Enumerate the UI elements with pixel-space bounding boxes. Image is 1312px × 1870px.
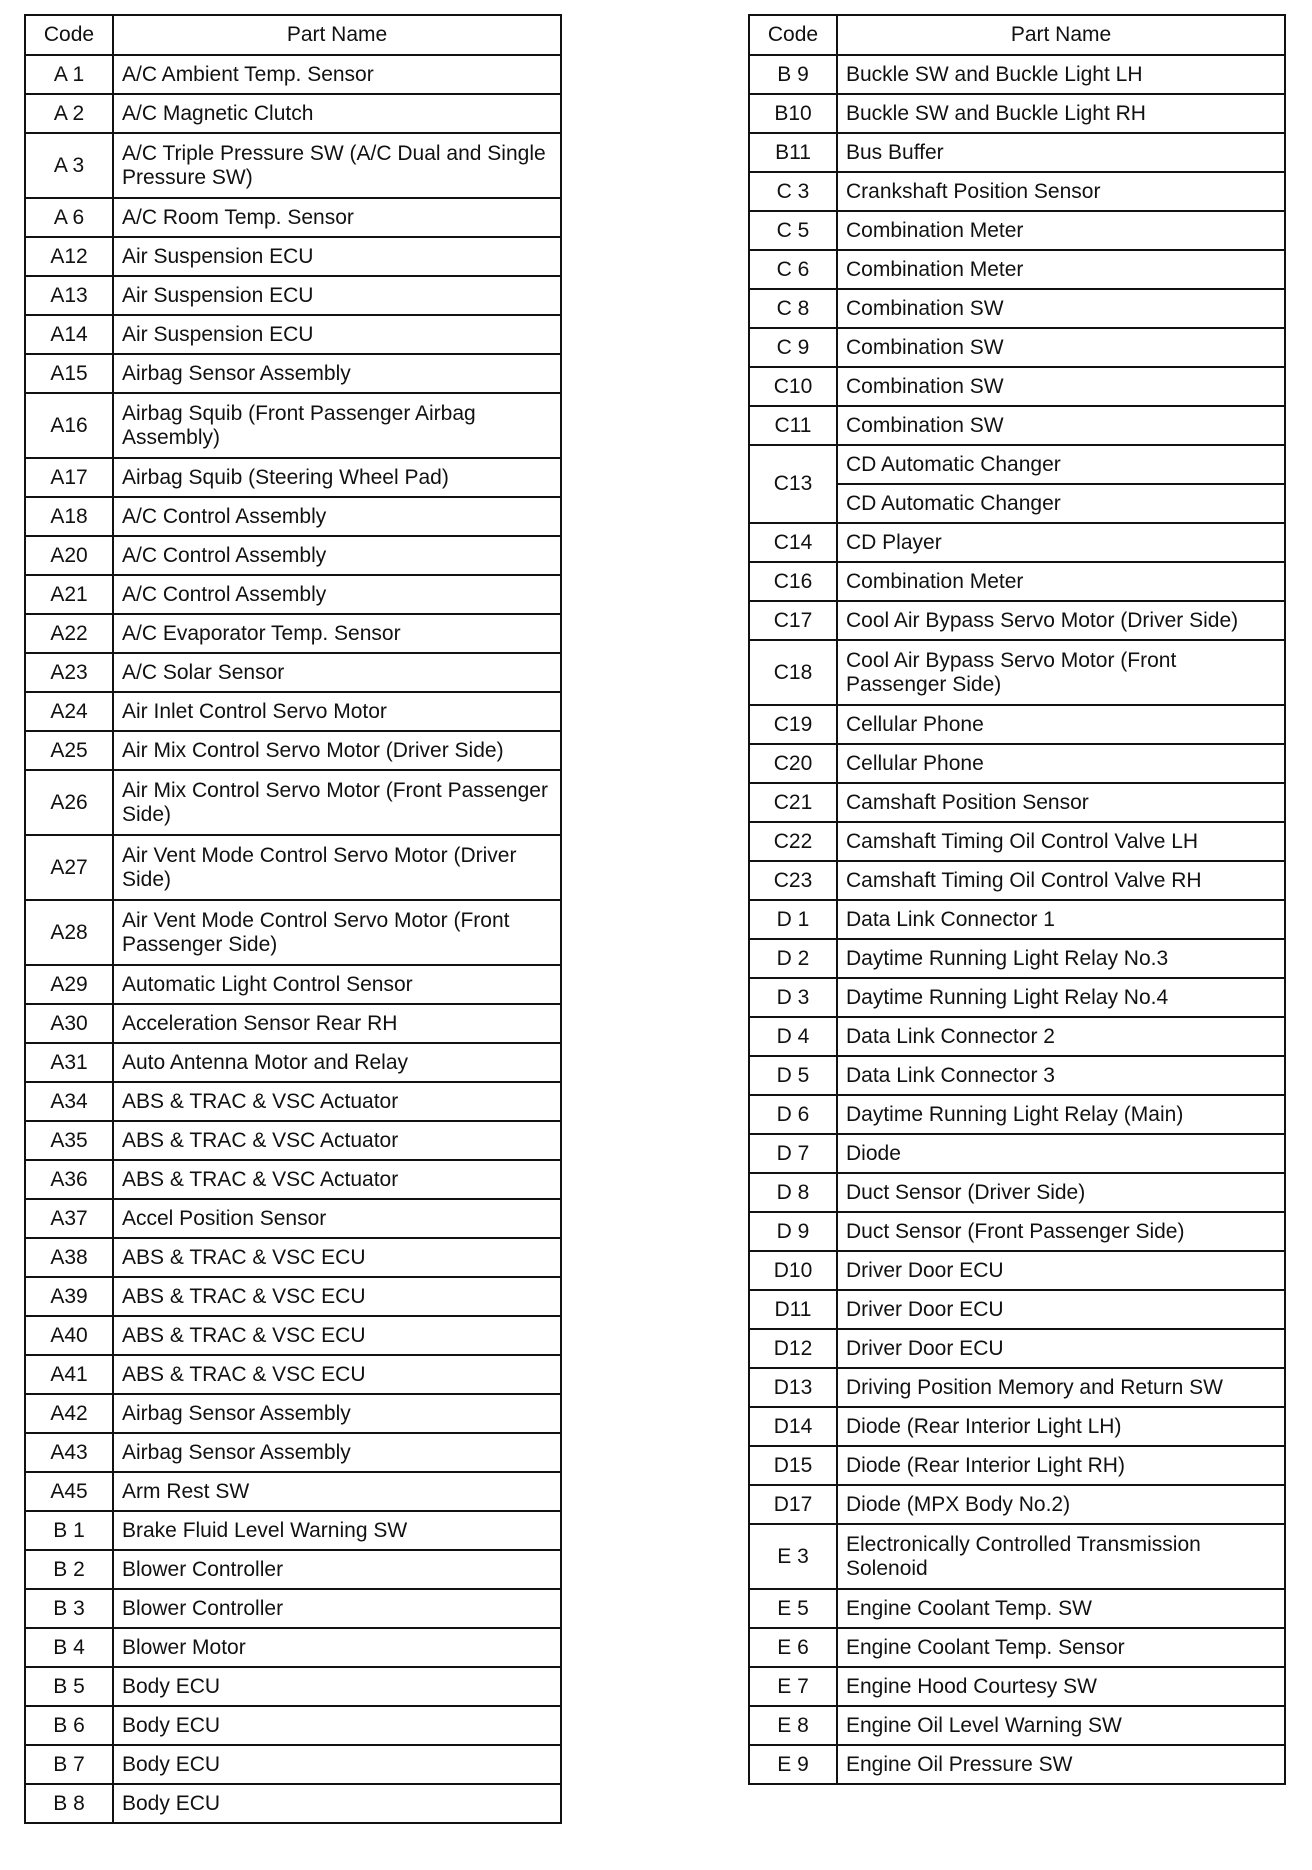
table-row — [749, 978, 1285, 1017]
part-name: Diode (Rear Interior Light RH) — [837, 1446, 1285, 1485]
table-header — [749, 15, 1285, 55]
table-row — [25, 1667, 561, 1706]
part-name: ABS & TRAC & VSC ECU — [113, 1316, 561, 1355]
part-code: B 1 — [25, 1511, 113, 1550]
part-code: C13 — [749, 445, 837, 523]
part-code: E 3 — [749, 1524, 837, 1589]
part-code: B 8 — [25, 1784, 113, 1823]
table-row — [25, 1745, 561, 1784]
table-row — [25, 1628, 561, 1667]
table-row — [749, 705, 1285, 744]
part-name: Data Link Connector 1 — [837, 900, 1285, 939]
part-code: B 2 — [25, 1550, 113, 1589]
part-name: Combination Meter — [837, 250, 1285, 289]
part-name: Air Mix Control Servo Motor (Driver Side) — [113, 731, 561, 770]
parts-table-left — [24, 14, 562, 1824]
part-code: C 9 — [749, 328, 837, 367]
part-code: A12 — [25, 237, 113, 276]
table-row — [749, 1290, 1285, 1329]
table-row — [25, 1433, 561, 1472]
part-name: Buckle SW and Buckle Light RH — [837, 94, 1285, 133]
part-code: C 5 — [749, 211, 837, 250]
table-row — [25, 1472, 561, 1511]
part-code: A40 — [25, 1316, 113, 1355]
table-row — [749, 133, 1285, 172]
part-name: Airbag Sensor Assembly — [113, 1394, 561, 1433]
table-row — [749, 289, 1285, 328]
part-code: B11 — [749, 133, 837, 172]
table-row — [25, 497, 561, 536]
part-code: C17 — [749, 601, 837, 640]
table-row — [749, 250, 1285, 289]
part-code: A16 — [25, 393, 113, 458]
part-name: Duct Sensor (Front Passenger Side) — [837, 1212, 1285, 1251]
part-code: A39 — [25, 1277, 113, 1316]
part-name: Air Suspension ECU — [113, 276, 561, 315]
part-code: D 3 — [749, 978, 837, 1017]
part-code: A21 — [25, 575, 113, 614]
part-name: Airbag Squib (Front Passenger Airbag Assembly) — [113, 393, 561, 458]
part-code: C 3 — [749, 172, 837, 211]
table-row — [749, 445, 1285, 484]
table-row — [25, 94, 561, 133]
part-name: ABS & TRAC & VSC ECU — [113, 1355, 561, 1394]
part-code: D 7 — [749, 1134, 837, 1173]
part-name: A/C Solar Sensor — [113, 653, 561, 692]
part-code: A28 — [25, 900, 113, 965]
part-name: Blower Controller — [113, 1550, 561, 1589]
table-row — [749, 1706, 1285, 1745]
part-name: Airbag Sensor Assembly — [113, 1433, 561, 1472]
part-name: Air Inlet Control Servo Motor — [113, 692, 561, 731]
part-name: Combination SW — [837, 406, 1285, 445]
table-row — [25, 770, 561, 835]
table-row — [25, 1316, 561, 1355]
part-code: E 8 — [749, 1706, 837, 1745]
table-row — [25, 575, 561, 614]
table-row — [749, 406, 1285, 445]
table-row — [25, 1082, 561, 1121]
part-code: E 6 — [749, 1628, 837, 1667]
part-code: A25 — [25, 731, 113, 770]
table-row — [25, 1355, 561, 1394]
table-row — [25, 198, 561, 237]
part-code: A29 — [25, 965, 113, 1004]
part-code: A35 — [25, 1121, 113, 1160]
table-row — [749, 1446, 1285, 1485]
table-row — [749, 1056, 1285, 1095]
part-name: Brake Fluid Level Warning SW — [113, 1511, 561, 1550]
part-name: Daytime Running Light Relay No.4 — [837, 978, 1285, 1017]
part-code: B 7 — [25, 1745, 113, 1784]
part-code: A42 — [25, 1394, 113, 1433]
part-code: B 9 — [749, 55, 837, 94]
part-code: D17 — [749, 1485, 837, 1524]
part-code: C 8 — [749, 289, 837, 328]
part-name: Cool Air Bypass Servo Motor (Front Passenger Side) — [837, 640, 1285, 705]
part-code: C11 — [749, 406, 837, 445]
table-row — [25, 835, 561, 900]
table-row — [25, 1238, 561, 1277]
part-code: C 6 — [749, 250, 837, 289]
part-code: A22 — [25, 614, 113, 653]
table-row — [25, 1121, 561, 1160]
part-code: A38 — [25, 1238, 113, 1277]
table-row — [749, 55, 1285, 94]
part-name: Engine Coolant Temp. SW — [837, 1589, 1285, 1628]
part-code: D 2 — [749, 939, 837, 978]
table-row — [25, 1784, 561, 1823]
part-name: Automatic Light Control Sensor — [113, 965, 561, 1004]
part-code: A41 — [25, 1355, 113, 1394]
part-code: E 7 — [749, 1667, 837, 1706]
part-name: CD Player — [837, 523, 1285, 562]
table-row — [25, 1199, 561, 1238]
part-code: A 1 — [25, 55, 113, 94]
part-code: A27 — [25, 835, 113, 900]
part-name: Buckle SW and Buckle Light LH — [837, 55, 1285, 94]
table-row — [25, 900, 561, 965]
table-row — [749, 939, 1285, 978]
table-row — [749, 523, 1285, 562]
part-name: A/C Control Assembly — [113, 536, 561, 575]
part-name: A/C Evaporator Temp. Sensor — [113, 614, 561, 653]
part-code: A23 — [25, 653, 113, 692]
part-name: Data Link Connector 2 — [837, 1017, 1285, 1056]
part-code: C22 — [749, 822, 837, 861]
part-name: Diode (MPX Body No.2) — [837, 1485, 1285, 1524]
table-row — [25, 1160, 561, 1199]
part-code: C14 — [749, 523, 837, 562]
part-code: A15 — [25, 354, 113, 393]
table-row — [749, 1745, 1285, 1784]
table-row — [25, 653, 561, 692]
part-code: D12 — [749, 1329, 837, 1368]
part-name: Engine Oil Pressure SW — [837, 1745, 1285, 1784]
part-code: A26 — [25, 770, 113, 835]
part-code: D10 — [749, 1251, 837, 1290]
part-code: C21 — [749, 783, 837, 822]
part-code: C18 — [749, 640, 837, 705]
table-row — [25, 1004, 561, 1043]
table-row — [25, 536, 561, 575]
part-name: ABS & TRAC & VSC ECU — [113, 1238, 561, 1277]
part-name: Airbag Squib (Steering Wheel Pad) — [113, 458, 561, 497]
part-code: A 6 — [25, 198, 113, 237]
part-name: Duct Sensor (Driver Side) — [837, 1173, 1285, 1212]
table-row — [25, 692, 561, 731]
part-name: Arm Rest SW — [113, 1472, 561, 1511]
part-code: B 4 — [25, 1628, 113, 1667]
part-name: A/C Control Assembly — [113, 497, 561, 536]
table-row — [749, 172, 1285, 211]
table-row — [25, 1511, 561, 1550]
part-name: Bus Buffer — [837, 133, 1285, 172]
part-name: Driver Door ECU — [837, 1251, 1285, 1290]
part-code: D11 — [749, 1290, 837, 1329]
part-code: D13 — [749, 1368, 837, 1407]
part-name: Body ECU — [113, 1784, 561, 1823]
table-row — [25, 1589, 561, 1628]
part-name: Diode — [837, 1134, 1285, 1173]
part-name: Air Vent Mode Control Servo Motor (Driver Side) — [113, 835, 561, 900]
part-name: Air Suspension ECU — [113, 315, 561, 354]
table-row — [25, 393, 561, 458]
part-name: ABS & TRAC & VSC Actuator — [113, 1160, 561, 1199]
table-row — [749, 1329, 1285, 1368]
part-name: Daytime Running Light Relay (Main) — [837, 1095, 1285, 1134]
part-code: A17 — [25, 458, 113, 497]
part-name: Combination SW — [837, 367, 1285, 406]
part-code: C19 — [749, 705, 837, 744]
table-row — [749, 1589, 1285, 1628]
header-code: Code — [749, 15, 837, 55]
part-code: D 1 — [749, 900, 837, 939]
part-code: D 9 — [749, 1212, 837, 1251]
part-name: CD Automatic Changer — [837, 484, 1285, 523]
part-name: ABS & TRAC & VSC ECU — [113, 1277, 561, 1316]
table-row — [749, 211, 1285, 250]
table-header — [25, 15, 561, 55]
table-row — [749, 1667, 1285, 1706]
part-code: C16 — [749, 562, 837, 601]
header-part-name: Part Name — [113, 15, 561, 55]
part-name: Engine Oil Level Warning SW — [837, 1706, 1285, 1745]
part-code: D 4 — [749, 1017, 837, 1056]
table-row — [749, 822, 1285, 861]
part-code: C10 — [749, 367, 837, 406]
table-row — [25, 1394, 561, 1433]
parts-table-right — [748, 14, 1286, 1785]
table-row — [25, 276, 561, 315]
table-row — [25, 731, 561, 770]
part-name: Acceleration Sensor Rear RH — [113, 1004, 561, 1043]
part-name: Electronically Controlled Transmission Solenoid — [837, 1524, 1285, 1589]
header-part-name: Part Name — [837, 15, 1285, 55]
table-row — [749, 328, 1285, 367]
table-row — [749, 562, 1285, 601]
part-name: Air Suspension ECU — [113, 237, 561, 276]
table-row — [25, 1043, 561, 1082]
part-name: Auto Antenna Motor and Relay — [113, 1043, 561, 1082]
table-row — [749, 1368, 1285, 1407]
table-row — [749, 1095, 1285, 1134]
part-code: A37 — [25, 1199, 113, 1238]
part-code: A13 — [25, 276, 113, 315]
part-name: Combination SW — [837, 328, 1285, 367]
table-row — [25, 133, 561, 198]
table-row — [749, 367, 1285, 406]
table-row — [749, 783, 1285, 822]
table-row — [749, 1017, 1285, 1056]
part-name: Driving Position Memory and Return SW — [837, 1368, 1285, 1407]
part-name: Cellular Phone — [837, 744, 1285, 783]
part-name: Engine Hood Courtesy SW — [837, 1667, 1285, 1706]
part-name: A/C Control Assembly — [113, 575, 561, 614]
part-name: A/C Ambient Temp. Sensor — [113, 55, 561, 94]
part-name: Daytime Running Light Relay No.3 — [837, 939, 1285, 978]
table-row — [25, 55, 561, 94]
part-code: A18 — [25, 497, 113, 536]
part-name: Camshaft Position Sensor — [837, 783, 1285, 822]
part-name: A/C Magnetic Clutch — [113, 94, 561, 133]
table-row — [749, 94, 1285, 133]
part-name: Camshaft Timing Oil Control Valve RH — [837, 861, 1285, 900]
table-row — [749, 1524, 1285, 1589]
part-code: D14 — [749, 1407, 837, 1446]
part-name: Air Mix Control Servo Motor (Front Passenger Side) — [113, 770, 561, 835]
part-code: A24 — [25, 692, 113, 731]
table-row — [25, 965, 561, 1004]
part-name: Cool Air Bypass Servo Motor (Driver Side) — [837, 601, 1285, 640]
part-name: Driver Door ECU — [837, 1290, 1285, 1329]
part-name: Blower Motor — [113, 1628, 561, 1667]
part-name: Combination SW — [837, 289, 1285, 328]
table-row — [749, 1628, 1285, 1667]
table-row — [749, 1134, 1285, 1173]
part-name: Camshaft Timing Oil Control Valve LH — [837, 822, 1285, 861]
part-code: A 3 — [25, 133, 113, 198]
table-row — [749, 1407, 1285, 1446]
part-code: C23 — [749, 861, 837, 900]
table-row — [749, 1251, 1285, 1290]
part-name: A/C Triple Pressure SW (A/C Dual and Single Pressure SW) — [113, 133, 561, 198]
part-code: A43 — [25, 1433, 113, 1472]
part-name: Engine Coolant Temp. Sensor — [837, 1628, 1285, 1667]
table-row — [25, 315, 561, 354]
part-code: A36 — [25, 1160, 113, 1199]
part-name: CD Automatic Changer — [837, 445, 1285, 484]
part-code: A45 — [25, 1472, 113, 1511]
table-row — [25, 354, 561, 393]
part-name: Airbag Sensor Assembly — [113, 354, 561, 393]
part-name: Blower Controller — [113, 1589, 561, 1628]
part-name: Accel Position Sensor — [113, 1199, 561, 1238]
part-code: E 5 — [749, 1589, 837, 1628]
table-row — [749, 900, 1285, 939]
part-code: D 8 — [749, 1173, 837, 1212]
part-name: Data Link Connector 3 — [837, 1056, 1285, 1095]
part-name: Cellular Phone — [837, 705, 1285, 744]
part-code: E 9 — [749, 1745, 837, 1784]
table-row — [25, 1277, 561, 1316]
part-name: Body ECU — [113, 1667, 561, 1706]
part-name: Body ECU — [113, 1706, 561, 1745]
table-row — [25, 1706, 561, 1745]
part-code: B10 — [749, 94, 837, 133]
part-name: ABS & TRAC & VSC Actuator — [113, 1082, 561, 1121]
part-code: A20 — [25, 536, 113, 575]
part-code: A 2 — [25, 94, 113, 133]
table-row — [749, 744, 1285, 783]
table-row — [25, 1550, 561, 1589]
table-row — [25, 237, 561, 276]
part-name: Crankshaft Position Sensor — [837, 172, 1285, 211]
part-name: Air Vent Mode Control Servo Motor (Front Passenger Side) — [113, 900, 561, 965]
table-row — [749, 1212, 1285, 1251]
part-code: A30 — [25, 1004, 113, 1043]
part-code: A34 — [25, 1082, 113, 1121]
part-code: D15 — [749, 1446, 837, 1485]
table-row — [749, 601, 1285, 640]
part-code: A14 — [25, 315, 113, 354]
table-row — [25, 614, 561, 653]
part-code: D 6 — [749, 1095, 837, 1134]
header-code: Code — [25, 15, 113, 55]
part-code: B 6 — [25, 1706, 113, 1745]
part-name: A/C Room Temp. Sensor — [113, 198, 561, 237]
table-row — [749, 861, 1285, 900]
table-row — [749, 1485, 1285, 1524]
part-code: B 3 — [25, 1589, 113, 1628]
part-name: Combination Meter — [837, 211, 1285, 250]
table-row — [749, 1173, 1285, 1212]
part-name: Combination Meter — [837, 562, 1285, 601]
part-code: C20 — [749, 744, 837, 783]
table-row — [749, 640, 1285, 705]
part-name: Body ECU — [113, 1745, 561, 1784]
part-code: D 5 — [749, 1056, 837, 1095]
table-row — [25, 458, 561, 497]
part-code: B 5 — [25, 1667, 113, 1706]
part-name: ABS & TRAC & VSC Actuator — [113, 1121, 561, 1160]
part-code: A31 — [25, 1043, 113, 1082]
part-name: Driver Door ECU — [837, 1329, 1285, 1368]
part-name: Diode (Rear Interior Light LH) — [837, 1407, 1285, 1446]
